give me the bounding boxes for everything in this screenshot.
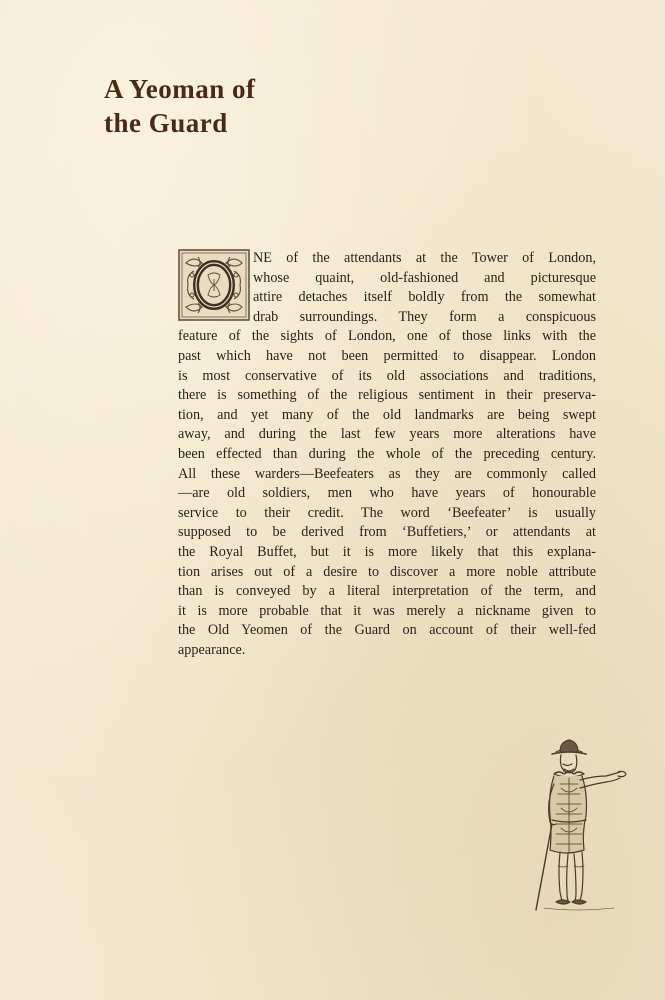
body-line: whose quaint, old-fashioned and picturesque (253, 269, 596, 286)
body-line: —are old soldiers, men who have years of honourable (178, 485, 596, 502)
body-line: NE of the attendants at the Tower of London, (253, 250, 596, 266)
body-line: drab surroundings. They form a conspicuous (253, 308, 596, 325)
body-line: away, and during the last few years more alterations have (178, 426, 596, 443)
body-line: the Royal Buffet, but it is more likely that this explana- (178, 543, 596, 560)
body-line: supposed to be derived from ‘Buffetiers,’ or attendants at (178, 524, 596, 541)
article-body (178, 249, 596, 660)
body-line: is most conservative of its old associations and traditions, (178, 367, 596, 384)
body-line: there is something of the religious sentiment in their preserva- (178, 387, 596, 404)
body-line: tion arises out of a desire to discover a more noble attribute (178, 563, 596, 580)
body-line: service to their credit. The word ‘Beefeater’ is usually (178, 504, 596, 521)
page-title (104, 72, 256, 140)
body-line: All these warders—Beefeaters as they are commonly called (178, 465, 596, 482)
body-line: the Old Yeomen of the Guard on account of their well-fed (178, 622, 596, 639)
body-line: past which have not been permitted to disappear. London (178, 347, 596, 364)
body-line: than is conveyed by a literal interpretation of the term, and (178, 583, 596, 600)
title-line-2: the Guard (104, 108, 228, 138)
title-line-1: A Yeoman of (104, 74, 256, 104)
body-line: been effected than during the whole of the preceding century. (178, 445, 596, 462)
body-line: appearance. (178, 641, 246, 658)
body-line: attire detaches itself boldly from the somewhat (253, 289, 596, 306)
yeoman-warder-illustration (530, 738, 630, 916)
body-line: feature of the sights of London, one of those links with the (178, 328, 596, 345)
body-line: it is more probable that it was merely a nickname given to (178, 602, 596, 619)
body-line: tion, and yet many of the old landmarks are being swept (178, 406, 596, 423)
